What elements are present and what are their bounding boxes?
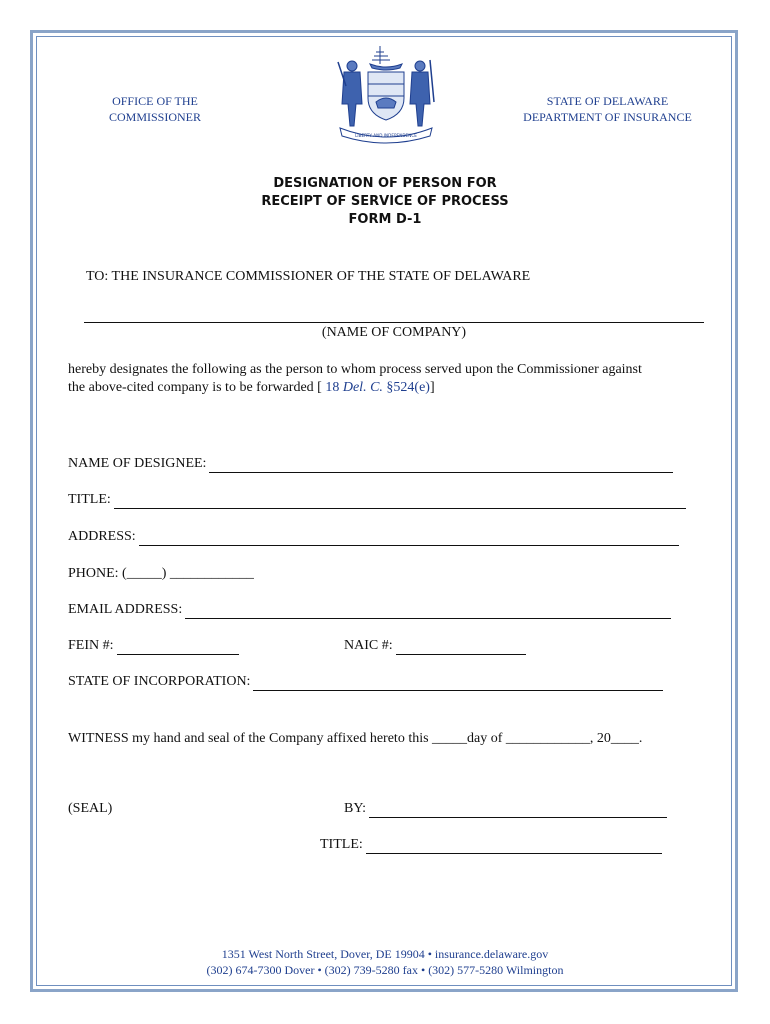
witness-statement[interactable]: WITNESS my hand and seal of the Company affixed hereto this _____day of ____________, 20____.	[68, 731, 643, 746]
title-input[interactable]	[114, 494, 686, 509]
delaware-state-seal-icon	[330, 42, 442, 144]
naic-input[interactable]	[396, 640, 526, 655]
phone-field[interactable]: PHONE: (_____) ____________	[68, 566, 254, 581]
state-incorporation-label: STATE OF INCORPORATION:	[68, 674, 251, 689]
phone-row[interactable]	[68, 565, 254, 583]
seal-banner-text: LIBERTY AND INDEPENDENCE	[355, 133, 417, 138]
email-label: EMAIL ADDRESS:	[68, 602, 183, 617]
by-label: BY:	[344, 801, 367, 816]
form-title	[180, 175, 590, 229]
state-incorporation-input[interactable]	[253, 676, 663, 691]
seal-label: (SEAL)	[68, 801, 113, 816]
office-line-2: COMMISSIONER	[108, 110, 201, 124]
naic-label: NAIC #:	[344, 638, 393, 653]
office-header	[90, 93, 220, 125]
signer-title-row	[320, 836, 662, 854]
footer-phones: (302) 674-7300 Dover • (302) 739-5280 fax • (302) 577-5280 Wilmington	[206, 963, 564, 977]
signature-input[interactable]	[369, 803, 667, 818]
citation-section: §524(e)	[382, 380, 430, 395]
designation-paragraph	[68, 361, 708, 397]
title-line-2: RECEIPT OF SERVICE OF PROCESS	[261, 194, 509, 209]
department-line-2: DEPARTMENT OF INSURANCE	[523, 110, 692, 124]
email-input[interactable]	[185, 604, 671, 619]
signer-title-input[interactable]	[366, 839, 662, 854]
company-name-field[interactable]	[84, 322, 704, 323]
signer-title-label: TITLE:	[320, 837, 363, 852]
address-row	[68, 528, 679, 546]
state-incorporation-row	[68, 673, 663, 691]
title-row	[68, 491, 686, 509]
company-name-caption: (NAME OF COMPANY)	[321, 325, 467, 340]
address-label: ADDRESS:	[68, 529, 136, 544]
title-line-1: DESIGNATION OF PERSON FOR	[273, 176, 497, 191]
designee-row	[68, 455, 673, 473]
designee-label: NAME OF DESIGNEE:	[68, 456, 207, 471]
by-row	[344, 800, 667, 818]
fein-row	[68, 637, 239, 655]
department-line-1: STATE OF DELAWARE	[546, 94, 669, 108]
title-label: TITLE:	[68, 492, 111, 507]
citation-code: Del. C.	[342, 380, 383, 395]
paragraph-line-2-text: the above-cited company is to be forwarded [	[68, 380, 326, 395]
footer-address: 1351 West North Street, Dover, DE 19904 • insurance.delaware.gov	[221, 947, 549, 961]
naic-row	[344, 637, 526, 655]
paragraph-line-1: hereby designates the following as the person to whom process served upon the Commissioner against	[68, 362, 642, 377]
fein-input[interactable]	[117, 640, 239, 655]
citation-number: 18	[325, 380, 343, 395]
addressee-line: TO: THE INSURANCE COMMISSIONER OF THE STATE OF DELAWARE	[86, 269, 531, 284]
address-input[interactable]	[139, 531, 679, 546]
footer-contact	[60, 946, 710, 978]
department-header	[505, 93, 710, 125]
office-line-1: OFFICE OF THE	[112, 94, 198, 108]
title-line-3: FORM D-1	[348, 212, 422, 227]
paragraph-line-2	[68, 379, 708, 397]
fein-label: FEIN #:	[68, 638, 114, 653]
citation-close: ]	[429, 380, 435, 395]
email-row	[68, 601, 671, 619]
designee-input[interactable]	[209, 458, 673, 473]
